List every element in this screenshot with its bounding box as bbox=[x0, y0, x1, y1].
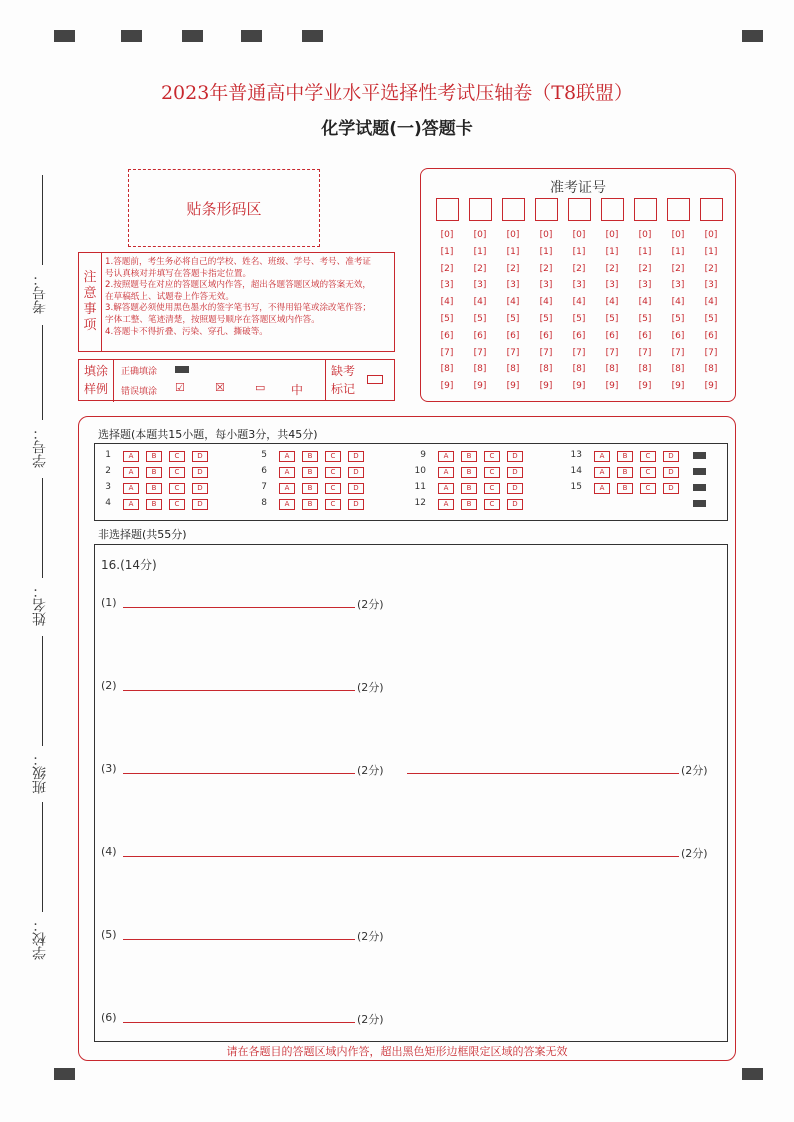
part-score: (2分) bbox=[357, 764, 384, 777]
mcq-option-bubble[interactable]: C bbox=[640, 483, 656, 494]
admission-digit-bubble[interactable]: [7] bbox=[506, 347, 520, 358]
admission-digit-bubble[interactable]: [9] bbox=[605, 381, 619, 392]
mcq-option-bubble[interactable]: A bbox=[123, 467, 139, 478]
mcq-question-number: 1 bbox=[105, 450, 111, 460]
admission-digit-bubble[interactable]: [3] bbox=[605, 280, 619, 291]
admission-digit-bubble[interactable]: [5] bbox=[638, 314, 652, 324]
admission-digit-box[interactable] bbox=[634, 198, 657, 221]
side-label-class: 班级： bbox=[32, 752, 48, 794]
mcq-option-bubble[interactable]: C bbox=[169, 451, 185, 462]
admission-digit-bubble[interactable]: [3] bbox=[572, 280, 586, 291]
admission-digit-bubble[interactable]: [9] bbox=[473, 381, 487, 392]
answer-line[interactable] bbox=[123, 856, 679, 857]
admission-digit-bubble[interactable]: [4] bbox=[671, 297, 685, 308]
admission-digit-bubble[interactable]: [9] bbox=[704, 381, 718, 392]
admission-digit-bubble[interactable]: [1] bbox=[638, 246, 652, 257]
admission-digit-bubble[interactable]: [8] bbox=[704, 364, 718, 375]
mcq-option-bubble[interactable]: C bbox=[325, 451, 341, 462]
question-16-box bbox=[94, 544, 728, 1042]
admission-digit-bubble[interactable]: [2] bbox=[572, 263, 586, 274]
timing-mark bbox=[121, 30, 142, 42]
admission-digit-bubble[interactable]: [1] bbox=[473, 246, 487, 257]
mcq-option-bubble[interactable]: A bbox=[594, 467, 610, 478]
barcode-label: 贴条形码区 bbox=[186, 199, 262, 218]
mcq-option-bubble[interactable]: C bbox=[169, 483, 185, 494]
binding-line bbox=[42, 636, 43, 746]
correct-fill-label: 正确填涂 bbox=[121, 367, 158, 377]
mcq-option-bubble[interactable]: B bbox=[302, 499, 318, 510]
mcq-option-bubble[interactable]: D bbox=[192, 451, 208, 462]
admission-digit-box[interactable] bbox=[469, 198, 492, 221]
notice-line: 号认真核对并填写在答题卡指定位置。 bbox=[105, 268, 252, 279]
admission-digit-bubble[interactable]: [0] bbox=[473, 230, 487, 240]
mcq-option-bubble[interactable]: A bbox=[438, 499, 454, 510]
admission-digit-bubble[interactable]: [5] bbox=[539, 314, 553, 324]
side-label-student-no: 学号： bbox=[32, 426, 48, 468]
admission-digit-bubble[interactable]: [0] bbox=[704, 230, 718, 240]
admission-digit-bubble[interactable]: [7] bbox=[704, 347, 718, 358]
mcq-option-bubble[interactable]: D bbox=[348, 483, 364, 494]
part-score: (2分) bbox=[357, 681, 384, 694]
notice-heading-char: 注 bbox=[83, 270, 97, 285]
admission-digit-bubble[interactable]: [4] bbox=[440, 297, 454, 308]
mcq-question-number: 5 bbox=[261, 450, 267, 460]
admission-digit-bubble[interactable]: [8] bbox=[572, 364, 586, 375]
notice-line: 字体工整、笔迹清楚，按照题号顺序在答题区域内作答。 bbox=[105, 314, 320, 325]
mcq-option-bubble[interactable]: D bbox=[348, 467, 364, 478]
admission-digit-bubble[interactable]: [6] bbox=[440, 330, 454, 341]
mcq-option-bubble[interactable]: D bbox=[663, 451, 679, 462]
notice-line: 2.按照题号在对应的答题区域内作答，超出各题答题区域的答案无效， bbox=[105, 280, 372, 291]
notice-heading bbox=[79, 253, 102, 351]
admission-digit-bubble[interactable]: [6] bbox=[605, 330, 619, 341]
mcq-option-bubble[interactable]: C bbox=[325, 467, 341, 478]
mcq-option-bubble[interactable]: B bbox=[461, 467, 477, 478]
mcq-option-bubble[interactable]: C bbox=[640, 451, 656, 462]
wrong-fill-mark: ☒ bbox=[215, 381, 225, 394]
mcq-timing-mark bbox=[693, 452, 706, 459]
fill-sample-heading: 填涂样例 bbox=[79, 360, 114, 402]
admission-digit-bubble[interactable]: [4] bbox=[539, 297, 553, 308]
admission-digit-bubble[interactable]: [8] bbox=[473, 364, 487, 375]
admission-digit-bubble[interactable]: [9] bbox=[671, 381, 685, 392]
mcq-option-bubble[interactable]: B bbox=[461, 499, 477, 510]
mcq-question-number: 4 bbox=[105, 498, 111, 508]
mcq-box bbox=[94, 443, 728, 521]
admission-digit-bubble[interactable]: [4] bbox=[506, 297, 520, 308]
mcq-option-bubble[interactable]: A bbox=[123, 483, 139, 494]
mcq-question-number: 11 bbox=[414, 482, 426, 492]
admission-digit-bubble[interactable]: [4] bbox=[704, 297, 718, 308]
mcq-option-bubble[interactable]: A bbox=[594, 451, 610, 462]
admission-digit-bubble[interactable]: [4] bbox=[605, 297, 619, 308]
notice-line: 3.解答题必须使用黑色墨水的签字笔书写，不得用铅笔或涂改笔作答； bbox=[105, 303, 372, 314]
admission-digit-bubble[interactable]: [0] bbox=[605, 230, 619, 240]
admission-digit-bubble[interactable]: [5] bbox=[506, 314, 520, 324]
admission-digit-bubble[interactable]: [3] bbox=[440, 280, 454, 291]
admission-number-box bbox=[420, 168, 736, 402]
admission-digit-box[interactable] bbox=[568, 198, 591, 221]
mcq-option-bubble[interactable]: C bbox=[325, 499, 341, 510]
admission-digit-box[interactable] bbox=[667, 198, 690, 221]
admission-digit-bubble[interactable]: [7] bbox=[473, 347, 487, 358]
mcq-option-bubble[interactable]: C bbox=[169, 499, 185, 510]
admission-digit-bubble[interactable]: [5] bbox=[704, 314, 718, 324]
mcq-option-bubble[interactable]: D bbox=[348, 499, 364, 510]
mcq-option-bubble[interactable]: D bbox=[507, 499, 523, 510]
mcq-option-bubble[interactable]: D bbox=[192, 467, 208, 478]
admission-digit-box[interactable] bbox=[535, 198, 558, 221]
mcq-question-number: 8 bbox=[261, 498, 267, 508]
timing-mark bbox=[742, 30, 763, 42]
admission-digit-bubble[interactable]: [0] bbox=[506, 230, 520, 240]
admission-digit-bubble[interactable]: [9] bbox=[506, 381, 520, 392]
mcq-option-bubble[interactable]: D bbox=[507, 451, 523, 462]
admission-digit-bubble[interactable]: [0] bbox=[440, 230, 454, 240]
answer-line[interactable] bbox=[123, 690, 355, 691]
mcq-option-bubble[interactable]: D bbox=[192, 499, 208, 510]
timing-mark bbox=[54, 30, 75, 42]
mcq-question-number: 10 bbox=[414, 466, 426, 476]
part-label: (5) bbox=[101, 928, 117, 941]
admission-digit-bubble[interactable]: [3] bbox=[506, 280, 520, 291]
admission-digit-bubble[interactable]: [8] bbox=[440, 364, 454, 375]
admission-digit-bubble[interactable]: [7] bbox=[572, 347, 586, 358]
admission-digit-bubble[interactable]: [8] bbox=[539, 364, 553, 375]
admission-digit-bubble[interactable]: [2] bbox=[704, 263, 718, 274]
admission-digit-bubble[interactable]: [3] bbox=[638, 280, 652, 291]
mcq-option-bubble[interactable]: C bbox=[484, 499, 500, 510]
admission-digit-bubble[interactable]: [9] bbox=[440, 381, 454, 392]
admission-digit-bubble[interactable]: [7] bbox=[638, 347, 652, 358]
notice-heading-char: 项 bbox=[83, 318, 97, 333]
mcq-option-bubble[interactable]: B bbox=[617, 483, 633, 494]
mcq-option-bubble[interactable]: B bbox=[302, 467, 318, 478]
mcq-question-number: 7 bbox=[261, 482, 267, 492]
mcq-option-bubble[interactable]: A bbox=[438, 483, 454, 494]
admission-digit-bubble[interactable]: [9] bbox=[539, 381, 553, 392]
question-16-heading: 16.(14分) bbox=[101, 558, 157, 572]
barcode-area bbox=[128, 169, 320, 247]
wrong-fill-mark: ☑ bbox=[175, 381, 185, 394]
part-score: (2分) bbox=[357, 598, 384, 611]
mcq-option-bubble[interactable]: B bbox=[146, 467, 162, 478]
admission-digit-bubble[interactable]: [2] bbox=[440, 263, 454, 274]
part-label: (3) bbox=[101, 762, 117, 775]
admission-digit-bubble[interactable]: [8] bbox=[638, 364, 652, 375]
mcq-option-bubble[interactable]: B bbox=[461, 451, 477, 462]
notice-box bbox=[78, 252, 395, 352]
mcq-option-bubble[interactable]: D bbox=[507, 483, 523, 494]
admission-digit-bubble[interactable]: [0] bbox=[539, 230, 553, 240]
admission-digit-bubble[interactable]: [5] bbox=[440, 314, 454, 324]
admission-digit-bubble[interactable]: [2] bbox=[506, 263, 520, 274]
admission-digit-bubble[interactable]: [7] bbox=[539, 347, 553, 358]
mcq-option-bubble[interactable]: A bbox=[594, 483, 610, 494]
admission-digit-bubble[interactable]: [5] bbox=[572, 314, 586, 324]
part-label: (2) bbox=[101, 679, 117, 692]
admission-digit-bubble[interactable]: [2] bbox=[671, 263, 685, 274]
correct-fill-mark bbox=[175, 366, 189, 373]
admission-digit-bubble[interactable]: [7] bbox=[440, 347, 454, 358]
absent-mark-label: 缺考标记 bbox=[331, 364, 356, 396]
mcq-option-bubble[interactable]: C bbox=[484, 467, 500, 478]
mcq-option-bubble[interactable]: A bbox=[123, 499, 139, 510]
admission-digit-bubble[interactable]: [6] bbox=[473, 330, 487, 341]
mcq-option-bubble[interactable]: D bbox=[507, 467, 523, 478]
admission-digit-bubble[interactable]: [5] bbox=[671, 314, 685, 324]
admission-digit-bubble[interactable]: [4] bbox=[572, 297, 586, 308]
mcq-timing-mark bbox=[693, 500, 706, 507]
mcq-option-bubble[interactable]: A bbox=[279, 499, 295, 510]
mcq-option-bubble[interactable]: C bbox=[640, 467, 656, 478]
mcq-option-bubble[interactable]: B bbox=[617, 451, 633, 462]
answer-line[interactable] bbox=[123, 939, 355, 940]
non-mcq-title: 非选择题(共55分) bbox=[98, 528, 187, 541]
admission-digit-bubble[interactable]: [5] bbox=[605, 314, 619, 324]
side-label-exam-no: 考号： bbox=[32, 272, 48, 314]
mcq-option-bubble[interactable]: D bbox=[663, 483, 679, 494]
notice-heading-char: 事 bbox=[83, 302, 97, 317]
side-label-school: 学校： bbox=[32, 918, 48, 960]
admission-digit-bubble[interactable]: [1] bbox=[671, 246, 685, 257]
fill-sample-box bbox=[78, 359, 395, 401]
mcq-option-bubble[interactable]: B bbox=[146, 483, 162, 494]
notice-text bbox=[105, 257, 389, 338]
admission-digit-bubble[interactable]: [8] bbox=[605, 364, 619, 375]
notice-line: 在草稿纸上、试题卷上作答无效。 bbox=[105, 291, 234, 302]
admission-digit-box[interactable] bbox=[601, 198, 624, 221]
admission-digit-bubble[interactable]: [3] bbox=[704, 280, 718, 291]
admission-digit-bubble[interactable]: [7] bbox=[605, 347, 619, 358]
wrong-fill-mark: ▭ bbox=[255, 381, 266, 394]
absent-mark-box[interactable] bbox=[367, 375, 383, 384]
binding-line bbox=[42, 478, 43, 578]
mcq-timing-mark bbox=[693, 484, 706, 491]
mcq-option-bubble[interactable]: A bbox=[123, 451, 139, 462]
page-title: 2023年普通高中学业水平选择性考试压轴卷（T8联盟） bbox=[160, 82, 634, 104]
mcq-question-number: 13 bbox=[570, 450, 582, 460]
admission-digit-bubble[interactable]: [1] bbox=[605, 246, 619, 257]
admission-digit-bubble[interactable]: [1] bbox=[539, 246, 553, 257]
part-score: (2分) bbox=[357, 930, 384, 943]
mcq-option-bubble[interactable]: B bbox=[146, 499, 162, 510]
wrong-fill-label: 错误填涂 bbox=[121, 387, 158, 397]
admission-digit-bubble[interactable]: [4] bbox=[638, 297, 652, 308]
admission-digit-bubble[interactable]: [8] bbox=[506, 364, 520, 375]
mcq-option-bubble[interactable]: A bbox=[438, 467, 454, 478]
binding-line bbox=[42, 175, 43, 265]
mcq-option-bubble[interactable]: B bbox=[302, 483, 318, 494]
footer-warning: 请在各题目的答题区域内作答，超出黑色矩形边框限定区域的答案无效 bbox=[226, 1045, 568, 1058]
mcq-question-number: 12 bbox=[414, 498, 426, 508]
admission-digit-bubble[interactable]: [4] bbox=[473, 297, 487, 308]
mcq-option-bubble[interactable]: D bbox=[348, 451, 364, 462]
timing-mark bbox=[182, 30, 203, 42]
admission-digit-bubble[interactable]: [1] bbox=[572, 246, 586, 257]
timing-mark bbox=[302, 30, 323, 42]
part-score: (2分) bbox=[681, 764, 708, 777]
mcq-option-bubble[interactable]: C bbox=[169, 467, 185, 478]
page-subtitle: 化学试题(一)答题卡 bbox=[321, 119, 473, 139]
mcq-question-number: 3 bbox=[105, 482, 111, 492]
admission-digit-bubble[interactable]: [8] bbox=[671, 364, 685, 375]
mcq-option-bubble[interactable]: A bbox=[279, 483, 295, 494]
admission-title: 准考证号 bbox=[550, 180, 606, 196]
binding-line bbox=[42, 325, 43, 420]
answer-line[interactable] bbox=[407, 773, 679, 774]
answer-line[interactable] bbox=[123, 607, 355, 608]
admission-digit-bubble[interactable]: [0] bbox=[638, 230, 652, 240]
wrong-fill-mark: 中 bbox=[291, 383, 304, 397]
admission-digit-bubble[interactable]: [5] bbox=[473, 314, 487, 324]
admission-digit-bubble[interactable]: [9] bbox=[638, 381, 652, 392]
mcq-title: 选择题(本题共15小题，每小题3分，共45分) bbox=[98, 428, 318, 441]
admission-digit-bubble[interactable]: [1] bbox=[704, 246, 718, 257]
mcq-option-bubble[interactable]: C bbox=[484, 483, 500, 494]
admission-digit-bubble[interactable]: [1] bbox=[440, 246, 454, 257]
admission-digit-bubble[interactable]: [3] bbox=[671, 280, 685, 291]
notice-line: 4.答题卡不得折叠、污染、穿孔、撕破等。 bbox=[105, 326, 268, 337]
mcq-question-number: 6 bbox=[261, 466, 267, 476]
admission-digit-bubble[interactable]: [0] bbox=[671, 230, 685, 240]
timing-mark bbox=[54, 1068, 75, 1080]
answer-line[interactable] bbox=[123, 773, 355, 774]
mcq-option-bubble[interactable]: C bbox=[484, 451, 500, 462]
mcq-option-bubble[interactable]: A bbox=[438, 451, 454, 462]
admission-digit-bubble[interactable]: [1] bbox=[506, 246, 520, 257]
part-label: (6) bbox=[101, 1011, 117, 1024]
admission-digit-bubble[interactable]: [3] bbox=[539, 280, 553, 291]
admission-digit-bubble[interactable]: [7] bbox=[671, 347, 685, 358]
admission-digit-bubble[interactable]: [3] bbox=[473, 280, 487, 291]
mcq-question-number: 15 bbox=[570, 482, 582, 492]
mcq-option-bubble[interactable]: C bbox=[325, 483, 341, 494]
admission-digit-bubble[interactable]: [2] bbox=[638, 263, 652, 274]
timing-mark bbox=[241, 30, 262, 42]
mcq-timing-mark bbox=[693, 468, 706, 475]
admission-digit-bubble[interactable]: [6] bbox=[704, 330, 718, 341]
admission-digit-bubble[interactable]: [0] bbox=[572, 230, 586, 240]
mcq-option-bubble[interactable]: A bbox=[279, 467, 295, 478]
mcq-option-bubble[interactable]: D bbox=[663, 467, 679, 478]
mcq-option-bubble[interactable]: B bbox=[461, 483, 477, 494]
admission-digit-bubble[interactable]: [2] bbox=[473, 263, 487, 274]
part-label: (4) bbox=[101, 845, 117, 858]
answer-line[interactable] bbox=[123, 1022, 355, 1023]
admission-digit-box[interactable] bbox=[436, 198, 459, 221]
mcq-option-bubble[interactable]: D bbox=[192, 483, 208, 494]
admission-digit-bubble[interactable]: [6] bbox=[506, 330, 520, 341]
notice-heading-char: 意 bbox=[83, 286, 97, 301]
timing-mark bbox=[742, 1068, 763, 1080]
part-label: (1) bbox=[101, 596, 117, 609]
mcq-question-number: 2 bbox=[105, 466, 111, 476]
admission-digit-bubble[interactable]: [6] bbox=[539, 330, 553, 341]
mcq-option-bubble[interactable]: B bbox=[146, 451, 162, 462]
admission-digit-box[interactable] bbox=[700, 198, 723, 221]
mcq-option-bubble[interactable]: A bbox=[279, 451, 295, 462]
admission-digit-bubble[interactable]: [6] bbox=[671, 330, 685, 341]
admission-digit-bubble[interactable]: [2] bbox=[605, 263, 619, 274]
part-score: (2分) bbox=[357, 1013, 384, 1026]
admission-digit-bubble[interactable]: [6] bbox=[572, 330, 586, 341]
part-score: (2分) bbox=[681, 847, 708, 860]
admission-digit-bubble[interactable]: [9] bbox=[572, 381, 586, 392]
mcq-option-bubble[interactable]: B bbox=[302, 451, 318, 462]
mcq-option-bubble[interactable]: B bbox=[617, 467, 633, 478]
mcq-question-number: 9 bbox=[420, 450, 426, 460]
admission-digit-box[interactable] bbox=[502, 198, 525, 221]
side-label-name: 姓名： bbox=[32, 584, 48, 626]
binding-line bbox=[42, 802, 43, 912]
admission-digit-bubble[interactable]: [2] bbox=[539, 263, 553, 274]
admission-digit-bubble[interactable]: [6] bbox=[638, 330, 652, 341]
notice-line: 1.答题前，考生务必将自己的学校、姓名、班级、学号、考号、准考证 bbox=[105, 257, 372, 267]
mcq-question-number: 14 bbox=[570, 466, 582, 476]
sample-divider bbox=[325, 360, 326, 400]
